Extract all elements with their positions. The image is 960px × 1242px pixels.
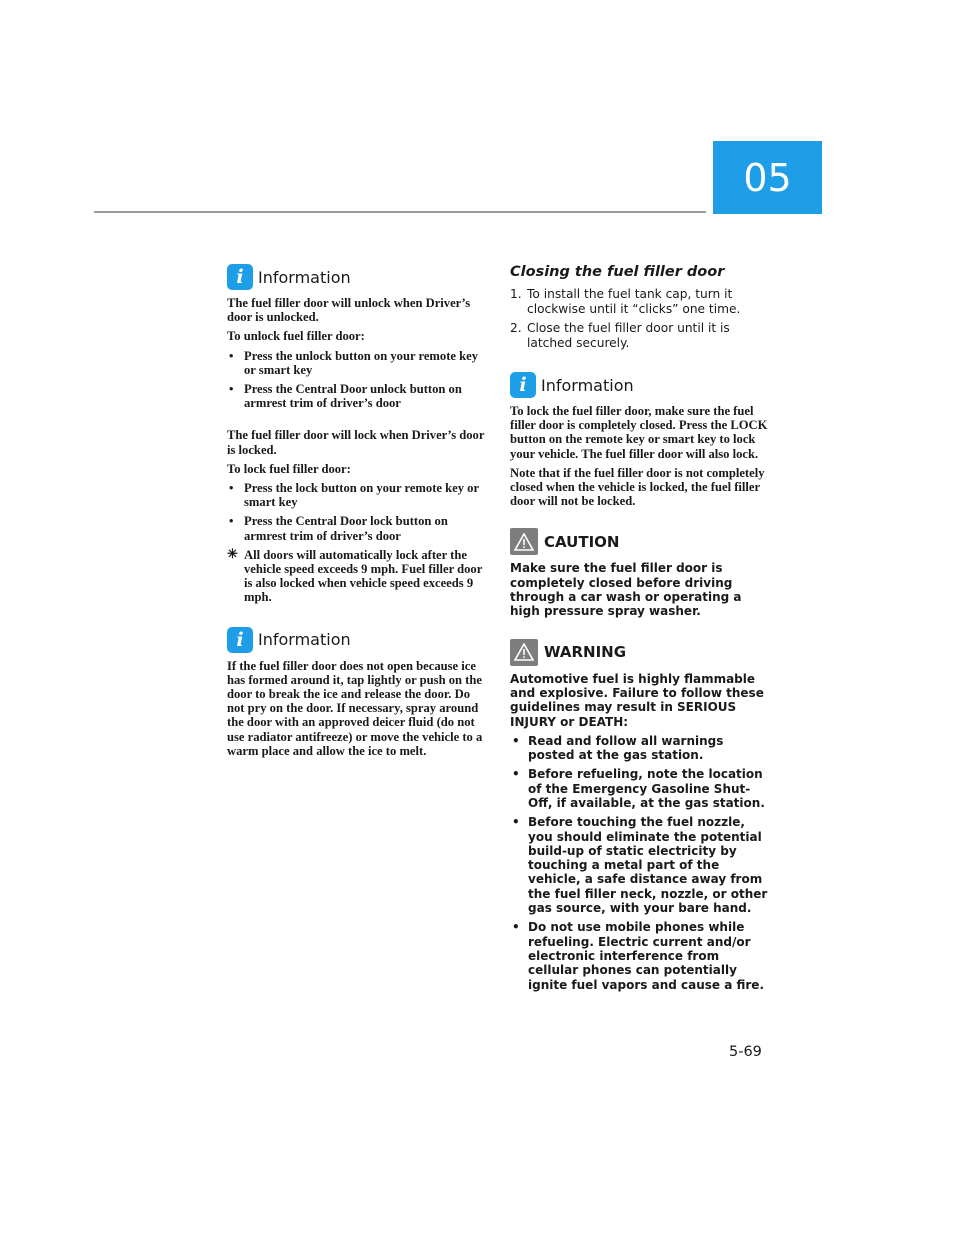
caution-title: CAUTION: [544, 532, 620, 551]
list-item: • Press the Central Door lock button on armrest trim of driver’s door: [227, 514, 485, 542]
warning-triangle-icon: [510, 639, 538, 666]
info3-paragraph-2: Note that if the fuel filler door is not completely closed when the vehicle is locked, the fuel filler door will not be locked.: [510, 465, 765, 509]
info2-paragraph-1: If the fuel filler door does not open because ice has formed around it, tap lightly or push on the door to break the ice and release the door. Do not pry on the door. If necessary, spray around the door with an approved deicer fluid (do not use radiator antifreeze) or move the vehicle to a warm place and allow the ice to melt.: [227, 658, 483, 758]
info-body-2: [227, 659, 485, 758]
caution-text: Make sure the fuel filler door is completely closed before driving through a car wash or operating a high pressure spray washer.: [510, 561, 742, 619]
list-item: • Before refueling, note the location of the Emergency Gasoline Shut-Off, if available, at the gas station.: [510, 767, 768, 810]
left-column: [227, 264, 485, 763]
page-number: 5-69: [729, 1044, 762, 1060]
chapter-number: 05: [743, 155, 792, 200]
info-icon: i: [510, 372, 536, 398]
warning-list: [510, 734, 768, 992]
warning-body: [510, 672, 768, 992]
info-title-3: Information: [541, 375, 634, 395]
list-item: • Press the Central Door unlock button on armrest trim of driver’s door: [227, 382, 485, 410]
info1-paragraph-3: The fuel filler door will lock when Driver’s door is locked.: [227, 428, 485, 457]
info-title-2: Information: [258, 630, 351, 650]
note-text: All doors will automatically lock after the vehicle speed exceeds 9 mph. Fuel filler door is also locked when vehicle speed exceeds 9 mph.: [244, 547, 483, 605]
warning-title: WARNING: [544, 643, 627, 662]
caution-triangle-icon: [510, 528, 538, 555]
right-column: [510, 264, 768, 997]
info-heading-2: [227, 627, 485, 653]
caution-heading: [510, 528, 768, 555]
unlock-list: [227, 349, 485, 411]
speed-lock-note: [227, 545, 485, 605]
info-icon: i: [227, 264, 253, 290]
step-text: Close the fuel filler door until it is latched securely.: [527, 321, 730, 350]
warning-heading: [510, 639, 768, 666]
list-item: • Press the lock button on your remote key or smart key: [227, 481, 485, 509]
list-item: • Read and follow all warnings posted at the gas station.: [510, 734, 768, 763]
info3-paragraph-1: To lock the fuel filler door, make sure the fuel filler door is completely closed. Press the LOCK button on the remote key or smart key to lock your vehicle. The fuel filler door will also lock.: [510, 404, 768, 461]
info-body-1: [227, 296, 485, 605]
info1-paragraph-2: To unlock fuel filler door:: [227, 329, 365, 344]
section-title: Closing the fuel filler door: [510, 264, 725, 280]
step-text: To install the fuel tank cap, turn it clockwise until it “clicks” one time.: [527, 287, 741, 316]
lock-list: [227, 481, 485, 543]
info-icon: i: [227, 627, 253, 653]
info-heading-1: [227, 264, 485, 290]
closing-steps: [510, 287, 768, 350]
step-item: [510, 321, 768, 350]
list-item: • Press the unlock button on your remote key or smart key: [227, 349, 485, 377]
warning-intro: Automotive fuel is highly flammable and explosive. Failure to follow these guidelines may result in SERIOUS INJURY or DEATH:: [510, 671, 764, 729]
chapter-tab: [713, 141, 822, 214]
caution-body: [510, 561, 768, 618]
list-item: • Before touching the fuel nozzle, you should eliminate the potential build-up of static electricity by touching a metal part of the vehicle, a safe distance away from the fuel filler neck, nozzle, or other gas source, with your bare hand.: [510, 815, 768, 915]
info1-paragraph-1: The fuel filler door will unlock when Driver’s door is unlocked.: [227, 296, 471, 325]
step-number: 1.: [510, 287, 522, 301]
asterisk-icon: ✳: [227, 545, 238, 561]
info1-paragraph-4: To lock fuel filler door:: [227, 461, 351, 476]
list-item: • Do not use mobile phones while refueling. Electric current and/or electronic interference from cellular phones can potentially ignite fuel vapors and cause a fire.: [510, 920, 768, 991]
info-heading-3: [510, 372, 768, 398]
header-rule: [94, 211, 706, 213]
info-title-1: Information: [258, 267, 351, 287]
step-number: 2.: [510, 321, 522, 335]
info-body-3: [510, 404, 768, 508]
step-item: [510, 287, 768, 316]
